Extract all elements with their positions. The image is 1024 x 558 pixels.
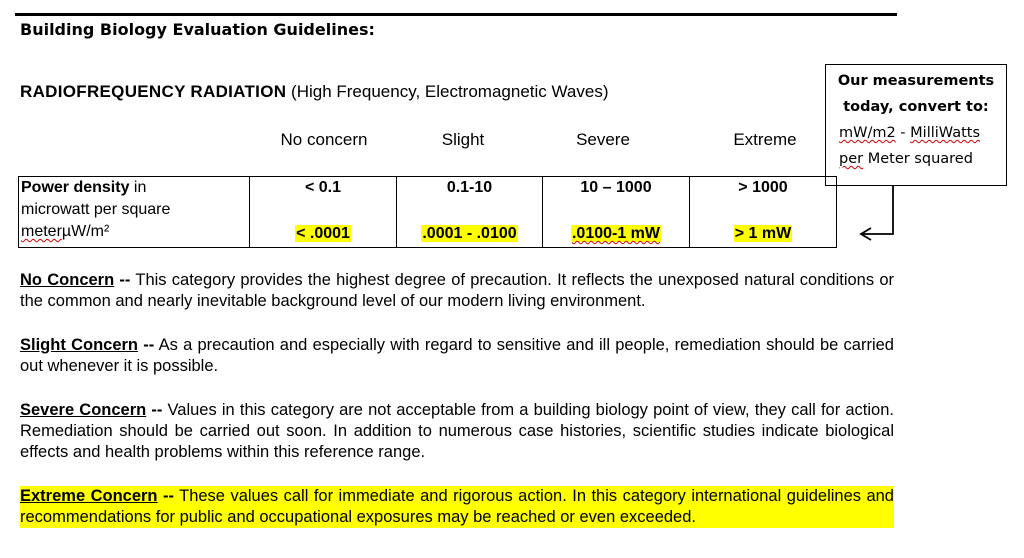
top-rule [15,13,897,16]
measurement-note-box [825,64,1007,186]
power-density-table [18,176,837,248]
term-no-concern: No Concern [20,271,115,289]
note-milliwatts: MilliWatts [910,125,981,141]
term-dash: -- [157,487,174,505]
note-per: per [839,151,864,167]
term-severe-concern: Severe Concern [20,401,147,419]
term-dash: -- [138,336,155,354]
note-line-2: today, convert to: [843,99,989,115]
converted-no-concern: < .0001 [296,225,350,242]
row-label-bold: Power density [21,179,130,196]
cell-extreme [690,177,837,248]
note-dash: - [895,125,911,141]
row-label-in: in [129,179,147,196]
section-title [20,82,608,102]
term-slight-concern: Slight Concern [20,336,138,354]
section-title-bold: RADIOFREQUENCY RADIATION [20,82,287,101]
paragraph-text: As a precaution and especially with regard to sensitive and ill people, remediation should be carried out whenever it is possible. [20,336,894,375]
value-slight: 0.1-10 [446,179,493,196]
column-header-extreme: Extreme [733,130,797,149]
column-header-no-concern: No concern [280,130,368,149]
section-title-subtitle: (High Frequency, Electromagnetic Waves) [286,82,609,101]
paragraph-slight-concern [20,335,894,377]
page-heading: Building Biology Evaluation Guidelines: [20,20,375,39]
value-no-concern: < 0.1 [304,179,342,196]
note-meter-squared: Meter squared [863,151,973,167]
row-label-line2: microwatt per square [21,201,171,218]
row-label [19,177,250,248]
term-dash: -- [146,401,163,419]
paragraph-no-concern [20,270,894,312]
converted-severe: .0100-1 mW [571,225,661,242]
cell-slight [397,177,543,248]
term-extreme-concern: Extreme Concern [20,487,158,505]
table-row [19,177,837,248]
row-label-meter: meter [21,223,62,240]
note-line-3 [839,125,980,141]
converted-slight: .0001 - .0100 [422,225,517,242]
paragraph-text: This category provides the highest degree of precaution. It reflects the unexposed natural conditions or the common and nearly inevitable background level of our modern living environment. [20,271,894,310]
cell-severe [543,177,690,248]
note-line-1: Our measurements [837,73,995,89]
term-dash: -- [114,271,131,289]
arrow-left-icon [855,186,900,242]
column-header-slight: Slight [441,130,485,149]
value-severe: 10 – 1000 [580,179,652,196]
note-line-4 [839,151,973,167]
paragraph-severe-concern [20,400,894,463]
paragraph-text: These values call for immediate and rigorous action. In this category international guidelines and recommendations for public and occupational exposures may be reached or even exceeded. [20,487,894,526]
note-unit: mW/m2 [839,125,896,141]
cell-no-concern [250,177,397,248]
row-label-unit: µW/m² [61,223,110,240]
paragraph-text: Values in this category are not acceptable from a building biology point of view, they call for action. Remediation should be carried out soon. In addition to numerous case histories, scientific studies indicate biological effects and health problems within this reference range. [20,401,894,461]
value-extreme: > 1000 [738,179,788,196]
converted-extreme: > 1 mW [734,225,792,242]
column-header-severe: Severe [576,130,630,149]
paragraph-extreme-concern [20,486,894,528]
